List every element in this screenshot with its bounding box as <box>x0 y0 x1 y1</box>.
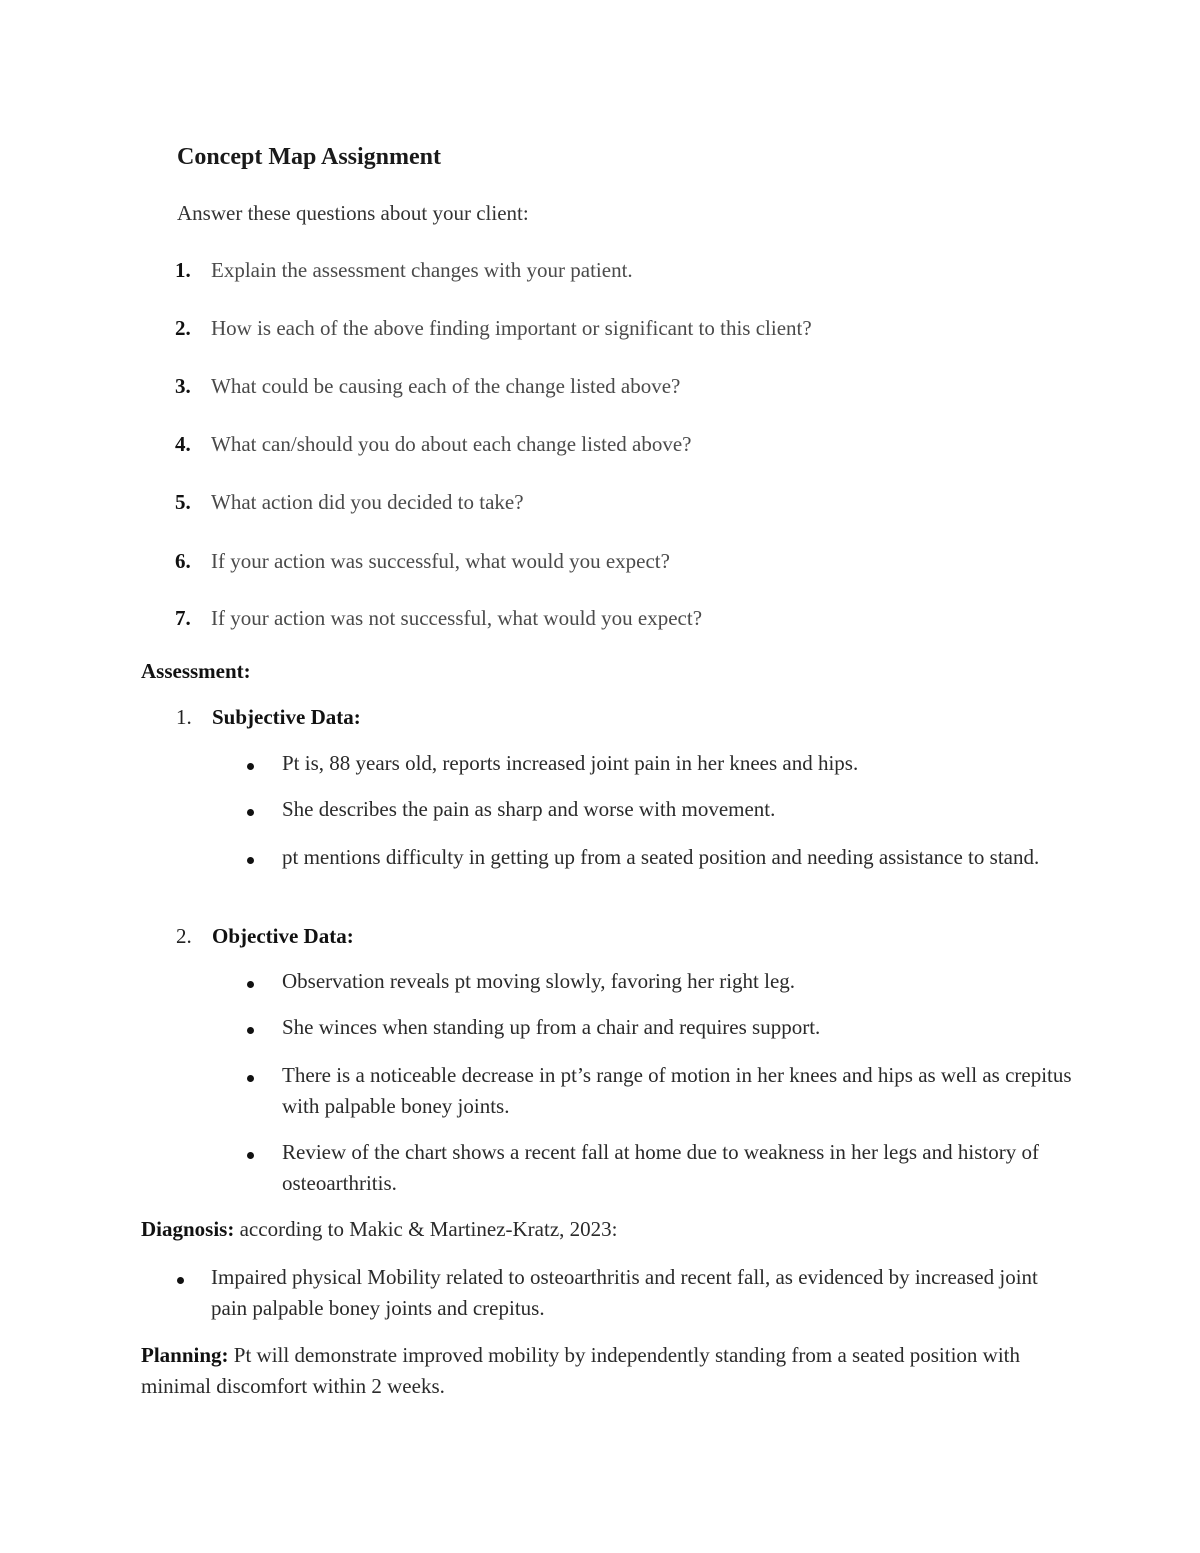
subjective-number: 1. <box>176 705 192 729</box>
objective-heading: Objective Data: <box>212 924 354 948</box>
question-number: 4. <box>175 432 191 456</box>
subjective-item: pt mentions difficulty in getting up from a seated position and needing assistance to stand. <box>282 845 1040 869</box>
planning-paragraph <box>141 1340 1021 1402</box>
planning-label: Planning: <box>141 1343 229 1367</box>
bullet-icon <box>247 1027 254 1034</box>
bullet-icon <box>247 981 254 988</box>
page-title: Concept Map Assignment <box>177 144 442 170</box>
question-text: What can/should you do about each change listed above? <box>211 432 692 456</box>
subjective-item: She describes the pain as sharp and worse with movement. <box>282 797 776 821</box>
bullet-icon <box>177 1277 184 1284</box>
question-text: If your action was successful, what would you expect? <box>211 549 670 573</box>
objective-item: There is a noticeable decrease in pt’s range of motion in her knees and hips as well as crepitus with palpable boney joints. <box>282 1063 1072 1118</box>
objective-item: Review of the chart shows a recent fall at home due to weakness in her legs and history of osteoarthritis. <box>282 1140 1039 1195</box>
planning-text: Pt will demonstrate improved mobility by independently standing from a seated position with minimal discomfort within 2 weeks. <box>141 1343 1020 1398</box>
bullet-icon <box>247 763 254 770</box>
bullet-icon <box>247 809 254 816</box>
question-number: 1. <box>175 258 191 282</box>
question-number: 5. <box>175 490 191 514</box>
subjective-item: Pt is, 88 years old, reports increased joint pain in her knees and hips. <box>282 751 859 775</box>
intro-text: Answer these questions about your client: <box>177 201 529 225</box>
question-number: 7. <box>175 606 191 630</box>
question-text: If your action was not successful, what would you expect? <box>211 606 703 630</box>
bullet-icon <box>247 857 254 864</box>
question-number: 6. <box>175 549 191 573</box>
diagnosis-line <box>141 1214 1041 1245</box>
question-number: 2. <box>175 316 191 340</box>
diagnosis-item: Impaired physical Mobility related to osteoarthritis and recent fall, as evidenced by increased joint pain palpable boney joints and crepitus. <box>211 1265 1038 1320</box>
objective-item: Observation reveals pt moving slowly, favoring her right leg. <box>282 969 796 993</box>
question-text: How is each of the above finding important or significant to this client? <box>211 316 812 340</box>
bullet-icon <box>247 1152 254 1159</box>
subjective-heading: Subjective Data: <box>212 705 361 729</box>
objective-number: 2. <box>176 924 192 948</box>
question-number: 3. <box>175 374 191 398</box>
diagnosis-label: Diagnosis: <box>141 1217 235 1241</box>
question-text: What action did you decided to take? <box>211 490 524 514</box>
bullet-icon <box>247 1075 254 1082</box>
question-text: Explain the assessment changes with your patient. <box>211 258 633 282</box>
objective-item: She winces when standing up from a chair and requires support. <box>282 1015 821 1039</box>
diagnosis-text: according to Makic & Martinez-Kratz, 2023: <box>234 1217 618 1241</box>
question-text: What could be causing each of the change listed above? <box>211 374 681 398</box>
assessment-heading: Assessment: <box>141 659 251 683</box>
